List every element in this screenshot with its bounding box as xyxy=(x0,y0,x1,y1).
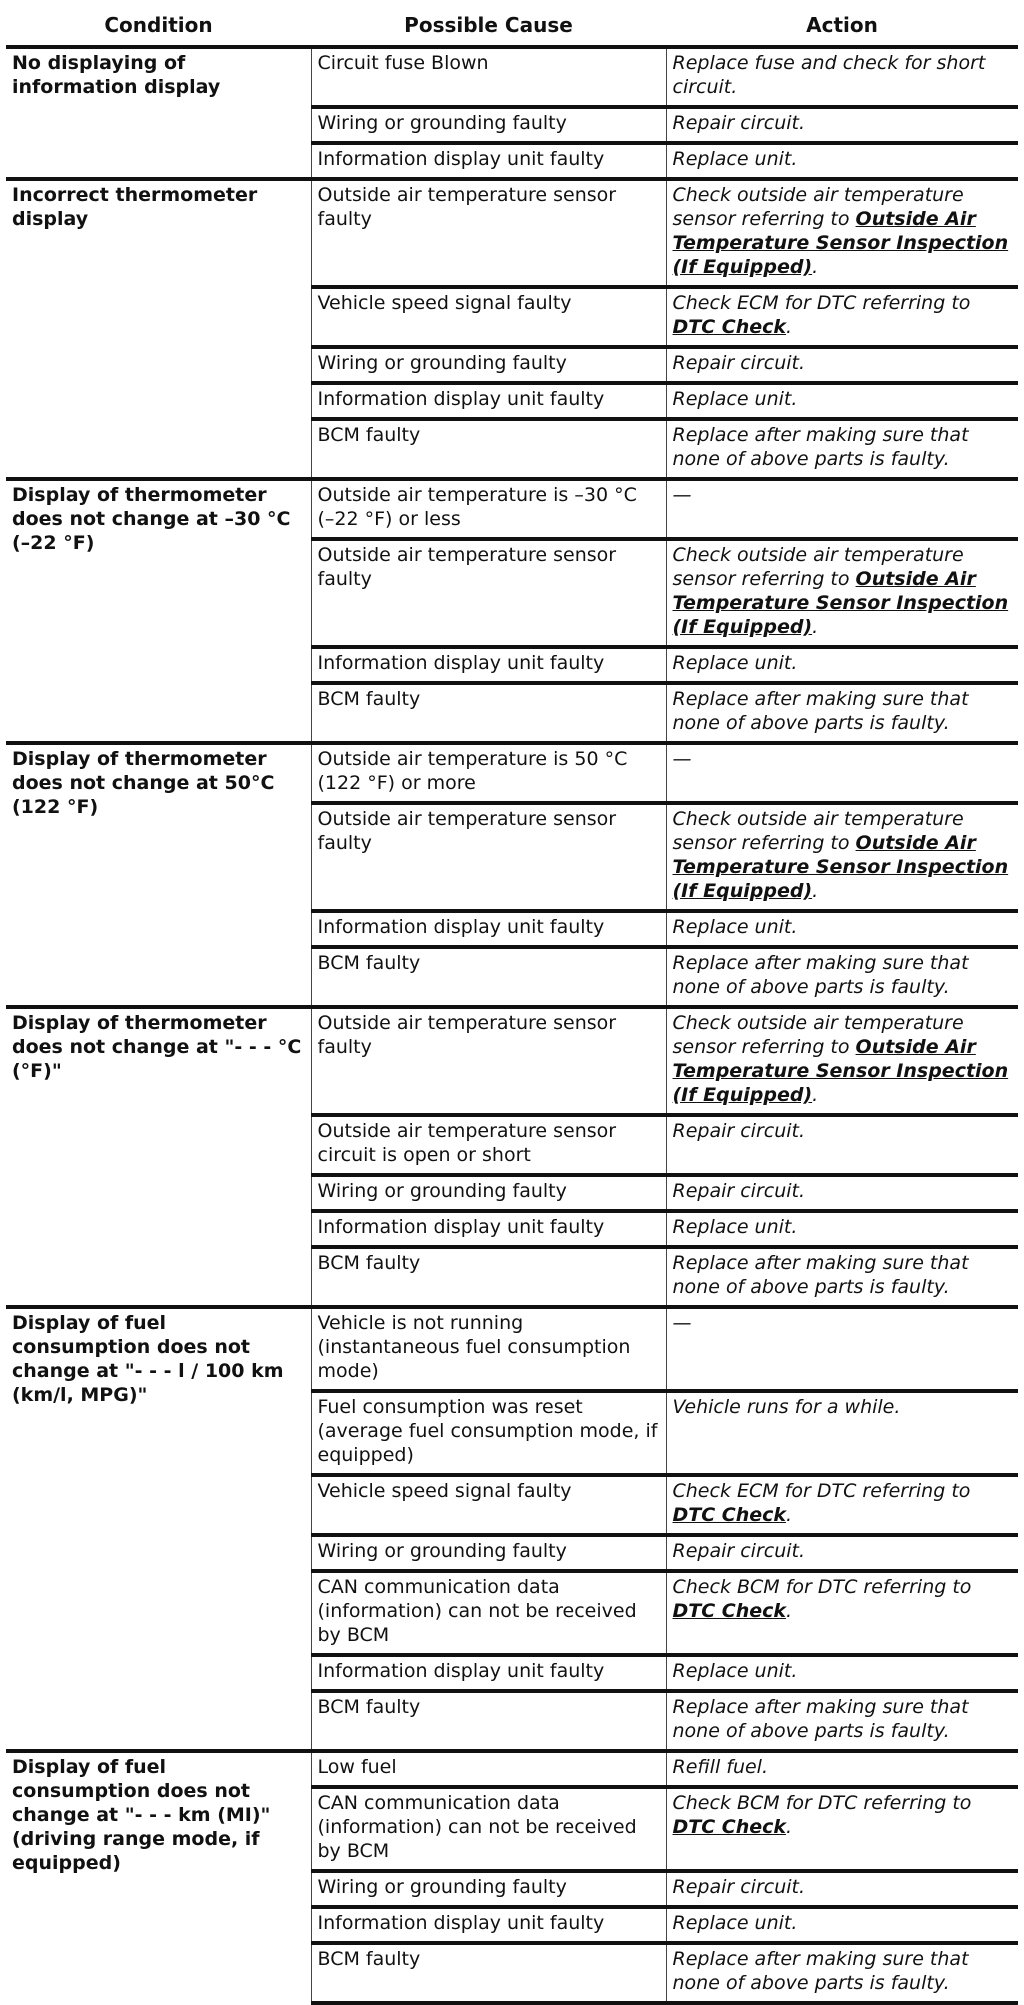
table-body xyxy=(6,47,1018,2003)
action-cell xyxy=(666,1943,1018,2003)
action-text: Replace unit. xyxy=(672,916,798,938)
cause-cell: Outside air temperature is –30 °C (–22 °F) or less xyxy=(311,479,666,539)
action-cell xyxy=(666,1871,1018,1907)
cause-cell: CAN communication data (information) can not be received by BCM xyxy=(311,1571,666,1655)
condition-cell: Display of fuel consumption does not change at "- - - km (MI)" (driving range mode, if equipped) xyxy=(6,1751,311,2003)
condition-cell: Incorrect thermometer display xyxy=(6,179,311,479)
action-suffix: . xyxy=(786,1600,793,1622)
action-cell xyxy=(666,1307,1018,1391)
action-text: Replace unit. xyxy=(672,388,798,410)
cause-cell: Wiring or grounding faulty xyxy=(311,1535,666,1571)
action-cell xyxy=(666,383,1018,419)
cause-cell: Outside air temperature sensor faulty xyxy=(311,539,666,647)
action-text: — xyxy=(672,484,692,506)
action-cell xyxy=(666,1787,1018,1871)
action-text: Repair circuit. xyxy=(672,1540,806,1562)
action-text: Vehicle runs for a while. xyxy=(672,1396,901,1418)
action-cell xyxy=(666,107,1018,143)
header-condition: Condition xyxy=(6,6,311,47)
action-text: Check outside air temperature sensor referring to xyxy=(672,1012,964,1058)
action-cell xyxy=(666,1535,1018,1571)
cause-cell: Vehicle speed signal faulty xyxy=(311,287,666,347)
reference-link[interactable]: Outside Air Temperature Sensor Inspection (If Equipped) xyxy=(672,832,1009,902)
action-text: — xyxy=(672,1312,692,1334)
cause-cell: BCM faulty xyxy=(311,1691,666,1751)
action-text: Replace unit. xyxy=(672,1216,798,1238)
cause-cell: Wiring or grounding faulty xyxy=(311,1871,666,1907)
table-row xyxy=(6,1751,1018,1787)
condition-cell: Display of thermometer does not change at 50°C (122 °F) xyxy=(6,743,311,1007)
cause-cell: Vehicle is not running (instantaneous fuel consumption mode) xyxy=(311,1307,666,1391)
condition-cell: Display of thermometer does not change at –30 °C (–22 °F) xyxy=(6,479,311,743)
action-text: Repair circuit. xyxy=(672,352,806,374)
action-cell xyxy=(666,1211,1018,1247)
cause-cell: BCM faulty xyxy=(311,1247,666,1307)
action-cell xyxy=(666,419,1018,479)
reference-link[interactable]: Outside Air Temperature Sensor Inspection (If Equipped) xyxy=(672,568,1009,638)
action-suffix: . xyxy=(786,316,793,338)
action-cell xyxy=(666,287,1018,347)
cause-cell: BCM faulty xyxy=(311,683,666,743)
reference-link[interactable]: Outside Air Temperature Sensor Inspection (If Equipped) xyxy=(672,1036,1009,1106)
action-cell xyxy=(666,143,1018,179)
action-cell xyxy=(666,803,1018,911)
action-text: Replace after making sure that none of above parts is faulty. xyxy=(672,688,969,734)
action-suffix: . xyxy=(812,880,819,902)
action-cell xyxy=(666,47,1018,107)
action-text: Repair circuit. xyxy=(672,1120,806,1142)
action-cell xyxy=(666,1391,1018,1475)
reference-link[interactable]: DTC Check xyxy=(672,1504,787,1526)
condition-cell: Display of thermometer does not change at "- - - °C (°F)" xyxy=(6,1007,311,1307)
action-cell xyxy=(666,1655,1018,1691)
cause-cell: CAN communication data (information) can not be received by BCM xyxy=(311,1787,666,1871)
cause-cell: Outside air temperature is 50 °C (122 °F) or more xyxy=(311,743,666,803)
action-suffix: . xyxy=(812,1084,819,1106)
cause-cell: Low fuel xyxy=(311,1751,666,1787)
cause-cell: Wiring or grounding faulty xyxy=(311,347,666,383)
action-text: Check ECM for DTC referring to xyxy=(672,1480,971,1502)
action-suffix: . xyxy=(786,1504,793,1526)
action-text: Check outside air temperature sensor referring to xyxy=(672,184,964,230)
action-cell xyxy=(666,911,1018,947)
cause-cell: Information display unit faulty xyxy=(311,143,666,179)
action-cell xyxy=(666,479,1018,539)
action-text: Replace after making sure that none of above parts is faulty. xyxy=(672,1948,969,1994)
table-header-row xyxy=(6,6,1018,47)
action-cell xyxy=(666,1247,1018,1307)
cause-cell: Outside air temperature sensor circuit is open or short xyxy=(311,1115,666,1175)
action-cell xyxy=(666,347,1018,383)
action-cell xyxy=(666,683,1018,743)
action-text: Check outside air temperature sensor referring to xyxy=(672,808,964,854)
cause-cell: Wiring or grounding faulty xyxy=(311,107,666,143)
action-suffix: . xyxy=(786,1816,793,1838)
action-text: Check outside air temperature sensor referring to xyxy=(672,544,964,590)
action-cell xyxy=(666,1475,1018,1535)
cause-cell: Information display unit faulty xyxy=(311,911,666,947)
action-cell xyxy=(666,1751,1018,1787)
table-row xyxy=(6,179,1018,287)
table-row xyxy=(6,479,1018,539)
action-cell xyxy=(666,1691,1018,1751)
action-text: Refill fuel. xyxy=(672,1756,769,1778)
action-text: Replace unit. xyxy=(672,652,798,674)
action-text: Replace after making sure that none of above parts is faulty. xyxy=(672,1252,969,1298)
action-cell xyxy=(666,179,1018,287)
cause-cell: Outside air temperature sensor faulty xyxy=(311,1007,666,1115)
cause-cell: Information display unit faulty xyxy=(311,647,666,683)
action-cell xyxy=(666,1571,1018,1655)
action-cell xyxy=(666,539,1018,647)
action-text: — xyxy=(672,748,692,770)
action-cell xyxy=(666,1175,1018,1211)
cause-cell: Information display unit faulty xyxy=(311,1655,666,1691)
action-cell xyxy=(666,743,1018,803)
action-text: Replace after making sure that none of above parts is faulty. xyxy=(672,952,969,998)
action-text: Check ECM for DTC referring to xyxy=(672,292,971,314)
action-text: Replace after making sure that none of above parts is faulty. xyxy=(672,1696,969,1742)
cause-cell: Information display unit faulty xyxy=(311,1907,666,1943)
action-text: Replace unit. xyxy=(672,1660,798,1682)
reference-link[interactable]: DTC Check xyxy=(672,1816,787,1838)
cause-cell: BCM faulty xyxy=(311,947,666,1007)
cause-cell: Outside air temperature sensor faulty xyxy=(311,803,666,911)
action-text: Replace fuse and check for short circuit. xyxy=(672,52,986,98)
cause-cell: Vehicle speed signal faulty xyxy=(311,1475,666,1535)
cause-cell: Wiring or grounding faulty xyxy=(311,1175,666,1211)
header-possible-cause: Possible Cause xyxy=(311,6,666,47)
action-text: Repair circuit. xyxy=(672,112,806,134)
action-text: Check BCM for DTC referring to xyxy=(672,1792,972,1814)
header-action: Action xyxy=(666,6,1018,47)
action-cell xyxy=(666,1007,1018,1115)
cause-cell: Information display unit faulty xyxy=(311,1211,666,1247)
action-cell xyxy=(666,647,1018,683)
cause-cell: Circuit fuse Blown xyxy=(311,47,666,107)
reference-link[interactable]: DTC Check xyxy=(672,316,787,338)
action-text: Repair circuit. xyxy=(672,1876,806,1898)
reference-link[interactable]: DTC Check xyxy=(672,1600,787,1622)
action-text: Replace after making sure that none of above parts is faulty. xyxy=(672,424,969,470)
table-row xyxy=(6,1007,1018,1115)
action-suffix: . xyxy=(812,616,819,638)
action-suffix: . xyxy=(812,256,819,278)
action-text: Replace unit. xyxy=(672,148,798,170)
table-row xyxy=(6,47,1018,107)
table-row xyxy=(6,743,1018,803)
cause-cell: BCM faulty xyxy=(311,1943,666,2003)
table-row xyxy=(6,1307,1018,1391)
cause-cell: Information display unit faulty xyxy=(311,383,666,419)
condition-cell: No displaying of information display xyxy=(12,52,221,98)
action-text: Repair circuit. xyxy=(672,1180,806,1202)
troubleshooting-table xyxy=(6,6,1018,2005)
action-cell xyxy=(666,1907,1018,1943)
action-text: Check BCM for DTC referring to xyxy=(672,1576,972,1598)
cause-cell: BCM faulty xyxy=(311,419,666,479)
cause-cell: Outside air temperature sensor faulty xyxy=(311,179,666,287)
action-cell xyxy=(666,947,1018,1007)
action-cell xyxy=(666,1115,1018,1175)
action-text: Replace unit. xyxy=(672,1912,798,1934)
cause-cell: Fuel consumption was reset (average fuel consumption mode, if equipped) xyxy=(311,1391,666,1475)
condition-cell: Display of fuel consumption does not change at "- - - l / 100 km (km/l, MPG)" xyxy=(6,1307,311,1751)
reference-link[interactable]: Outside Air Temperature Sensor Inspection (If Equipped) xyxy=(672,208,1009,278)
